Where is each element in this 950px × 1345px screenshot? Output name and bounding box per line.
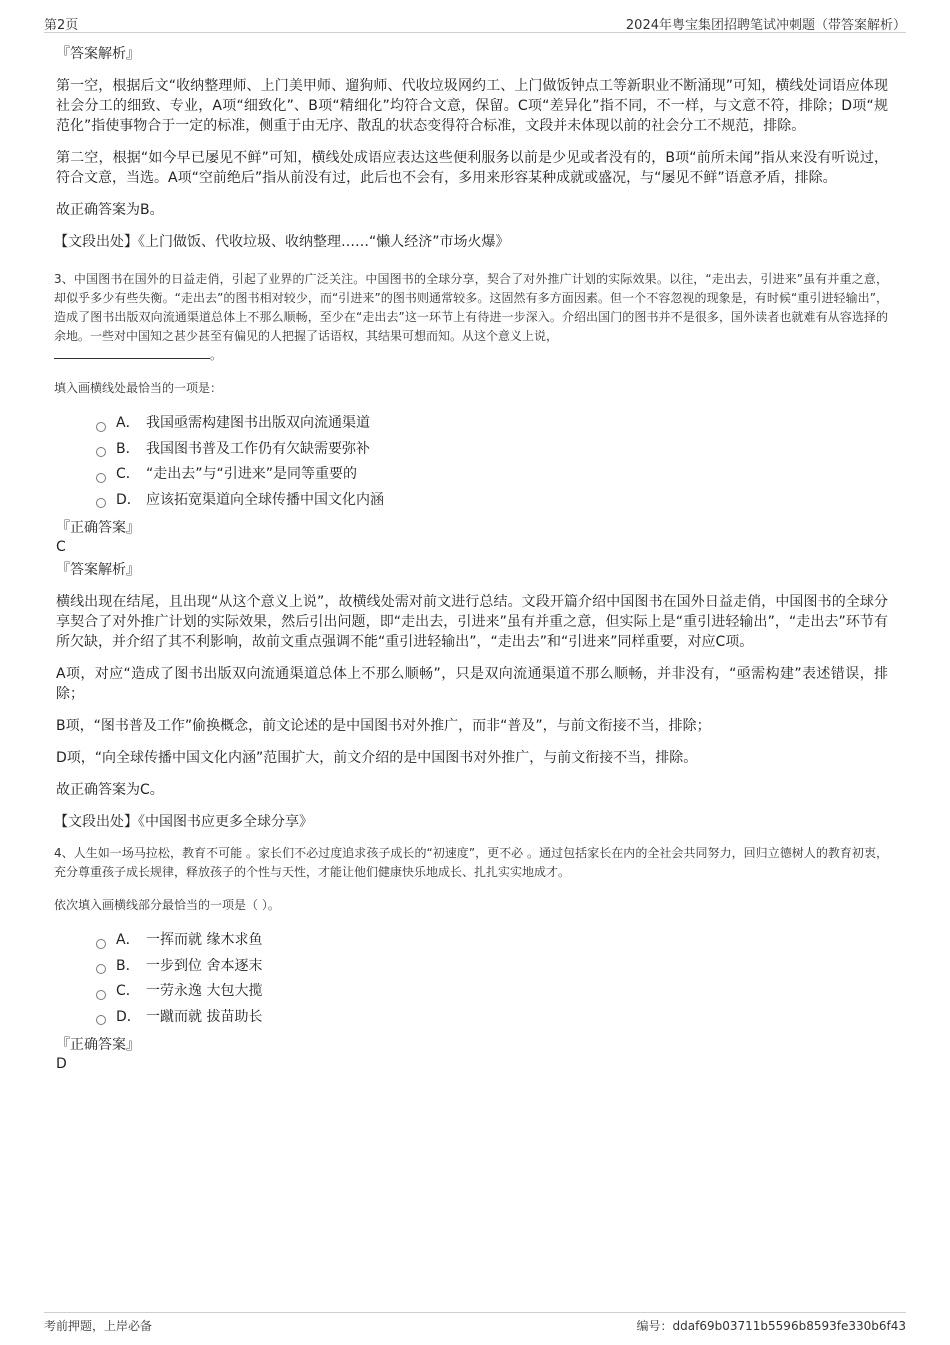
radio-icon[interactable] (96, 473, 106, 483)
option-d[interactable] (96, 1005, 888, 1031)
analysis-label: 『答案解析』 (56, 562, 140, 578)
blank-end-mark: 。 (210, 348, 223, 362)
analysis-conclusion: 故正确答案为C。 (56, 782, 164, 798)
option-letter: B． (116, 957, 140, 974)
question-3-body: 3、中国图书在国外的日益走俏，引起了业界的广泛关注。中国图书的全球分享，契合了对外推广计划的实际效果。以往，“走出去，引进来”虽有并重之意，却似乎多少有些失衡。“走出去”的图书相对较少，而“引进来”的图书则通常较多。这固然有多方面因素。但一个不容忽视的现象是，有时候“重引进轻输出”，造成了图书出版双向流通渠道总体上不那么顺畅，至少在“走出去”这一环节上有待进一步深入。介绍出国门的图书并不是很多，国外读者也就难有从容选择的余地。一些对中国知之甚少甚至有偏见的人把握了话语权，其结果可想而知。从这个意义上说， (54, 272, 888, 343)
question-4-text: 4、人生如一场马拉松，教育不可能 。家长们不必过度追求孩子成长的“初速度”，更不必 。通过包括家长在内的全社会共同努力，回归立德树人的教育初衷，充分尊重孩子成长规律，释放孩子的个性与天性，才能让他们健康快乐地成长、扎扎实实地成才。 (54, 846, 888, 879)
page-header (44, 12, 906, 33)
correct-answer-value: D (56, 1056, 67, 1072)
page-footer (44, 1312, 906, 1335)
document-title: 2024年粤宝集团招聘笔试冲刺题（带答案解析） (625, 18, 906, 33)
option-letter: C． (116, 983, 140, 999)
option-d[interactable] (96, 488, 888, 514)
analysis-paragraph: D项，“向全球传播中国文化内涵”范围扩大，前文介绍的是中国图书对外推广，与前文衔接不当，排除。 (56, 750, 698, 766)
analysis-paragraph: 第一空，根据后文“收纳整理师、上门美甲师、遛狗师、代收垃圾网约工、上门做饭钟点工等新职业不断涌现”可知，横线处词语应体现社会分工的细致、专业，A项“细致化”、B项“精细化”均符合文意，保留。C项“差异化”指不同，不一样，与文意不符，排除；D项“规范化”指使事物合于一定的标准，侧重于由无序、散乱的状态变得符合标准，文段并未体现以前的社会分工不规范，排除。 (56, 78, 888, 134)
page-content (56, 44, 888, 1073)
option-b[interactable] (96, 437, 888, 463)
source-citation: 【文段出处】《中国图书应更多全球分享》 (54, 814, 313, 830)
page-number: 第2页 (44, 18, 79, 33)
analysis-paragraph: A项，对应“造成了图书出版双向流通渠道总体上不那么顺畅”，只是双向流通渠道不那么顺畅，并非没有，“亟需构建”表述错误，排除； (56, 666, 888, 702)
option-letter: A． (116, 415, 140, 431)
option-letter: D． (116, 491, 141, 508)
option-c[interactable] (96, 462, 888, 488)
radio-icon[interactable] (96, 498, 106, 508)
option-text: 应该拓宽渠道向全球传播中国文化内涵 (146, 491, 384, 508)
source-citation: 【文段出处】《上门做饭、代收垃圾、收纳整理……“懒人经济”市场火爆》 (54, 234, 510, 250)
option-a[interactable] (96, 928, 888, 954)
radio-icon[interactable] (96, 422, 106, 432)
analysis-conclusion: 故正确答案为B。 (56, 202, 164, 218)
analysis-paragraph: B项，“图书普及工作”偷换概念，前文论述的是中国图书对外推广，而非“普及”，与前文衔接不当，排除； (56, 718, 711, 734)
option-letter: D． (116, 1008, 141, 1025)
option-c[interactable] (96, 979, 888, 1005)
footer-slogan: 考前押题，上岸必备 (44, 1319, 153, 1333)
radio-icon[interactable] (96, 1015, 106, 1025)
document-serial: 编号：ddaf69b03711b5596b8593fe330b6f43 (636, 1319, 906, 1333)
option-b[interactable] (96, 954, 888, 980)
question-3-options (96, 411, 888, 513)
radio-icon[interactable] (96, 939, 106, 949)
fill-blank-line (54, 346, 210, 359)
analysis-paragraph: 第二空，根据“如今早已屡见不鲜”可知，横线处成语应表达这些便利服务以前是少见或者没有的，B项“前所未闻”指从来没有听说过，符合文意，当选。A项“空前绝后”指从前没有过，此后也不会有，多用来形容某种成就或盛况，与“屡见不鲜”语意矛盾，排除。 (56, 150, 888, 186)
correct-answer-label: 『正确答案』 (56, 1037, 140, 1053)
correct-answer-label: 『正确答案』 (56, 520, 140, 536)
option-text: 我国图书普及工作仍有欠缺需要弥补 (146, 440, 370, 457)
question-4-prompt: 依次填入画横线部分最恰当的一项是（ ）。 (54, 898, 280, 912)
option-text: 一蹴而就 拔苗助长 (146, 1008, 263, 1025)
option-a[interactable] (96, 411, 888, 437)
analysis-label: 『答案解析』 (56, 46, 140, 62)
option-text: 我国亟需构建图书出版双向流通渠道 (146, 415, 370, 431)
question-3-prompt: 填入画横线处最恰当的一项是： (54, 381, 223, 395)
question-4-options (96, 928, 888, 1030)
option-letter: A． (116, 932, 140, 948)
option-text: “走出去”与“引进来”是同等重要的 (146, 466, 358, 482)
option-text: 一挥而就 缘木求鱼 (146, 932, 263, 948)
correct-answer-value: C (56, 539, 66, 555)
option-letter: C． (116, 466, 140, 482)
option-letter: B． (116, 440, 140, 457)
radio-icon[interactable] (96, 990, 106, 1000)
question-3-text (54, 270, 888, 365)
option-text: 一步到位 舍本逐末 (146, 957, 263, 974)
radio-icon[interactable] (96, 447, 106, 457)
analysis-paragraph: 横线出现在结尾，且出现“从这个意义上说”，故横线处需对前文进行总结。文段开篇介绍中国图书在国外日益走俏，中国图书的全球分享契合了对外推广计划的实际效果，然后引出问题，即“走出去，引进来”虽有并重之意，但实际上是“重引进轻输出”，“走出去”环节有所欠缺，并介绍了其不利影响，故前文重点强调不能“重引进轻输出”，“走出去”和“引进来”同样重要，对应C项。 (56, 594, 888, 650)
option-text: 一劳永逸 大包大揽 (146, 983, 263, 999)
radio-icon[interactable] (96, 964, 106, 974)
